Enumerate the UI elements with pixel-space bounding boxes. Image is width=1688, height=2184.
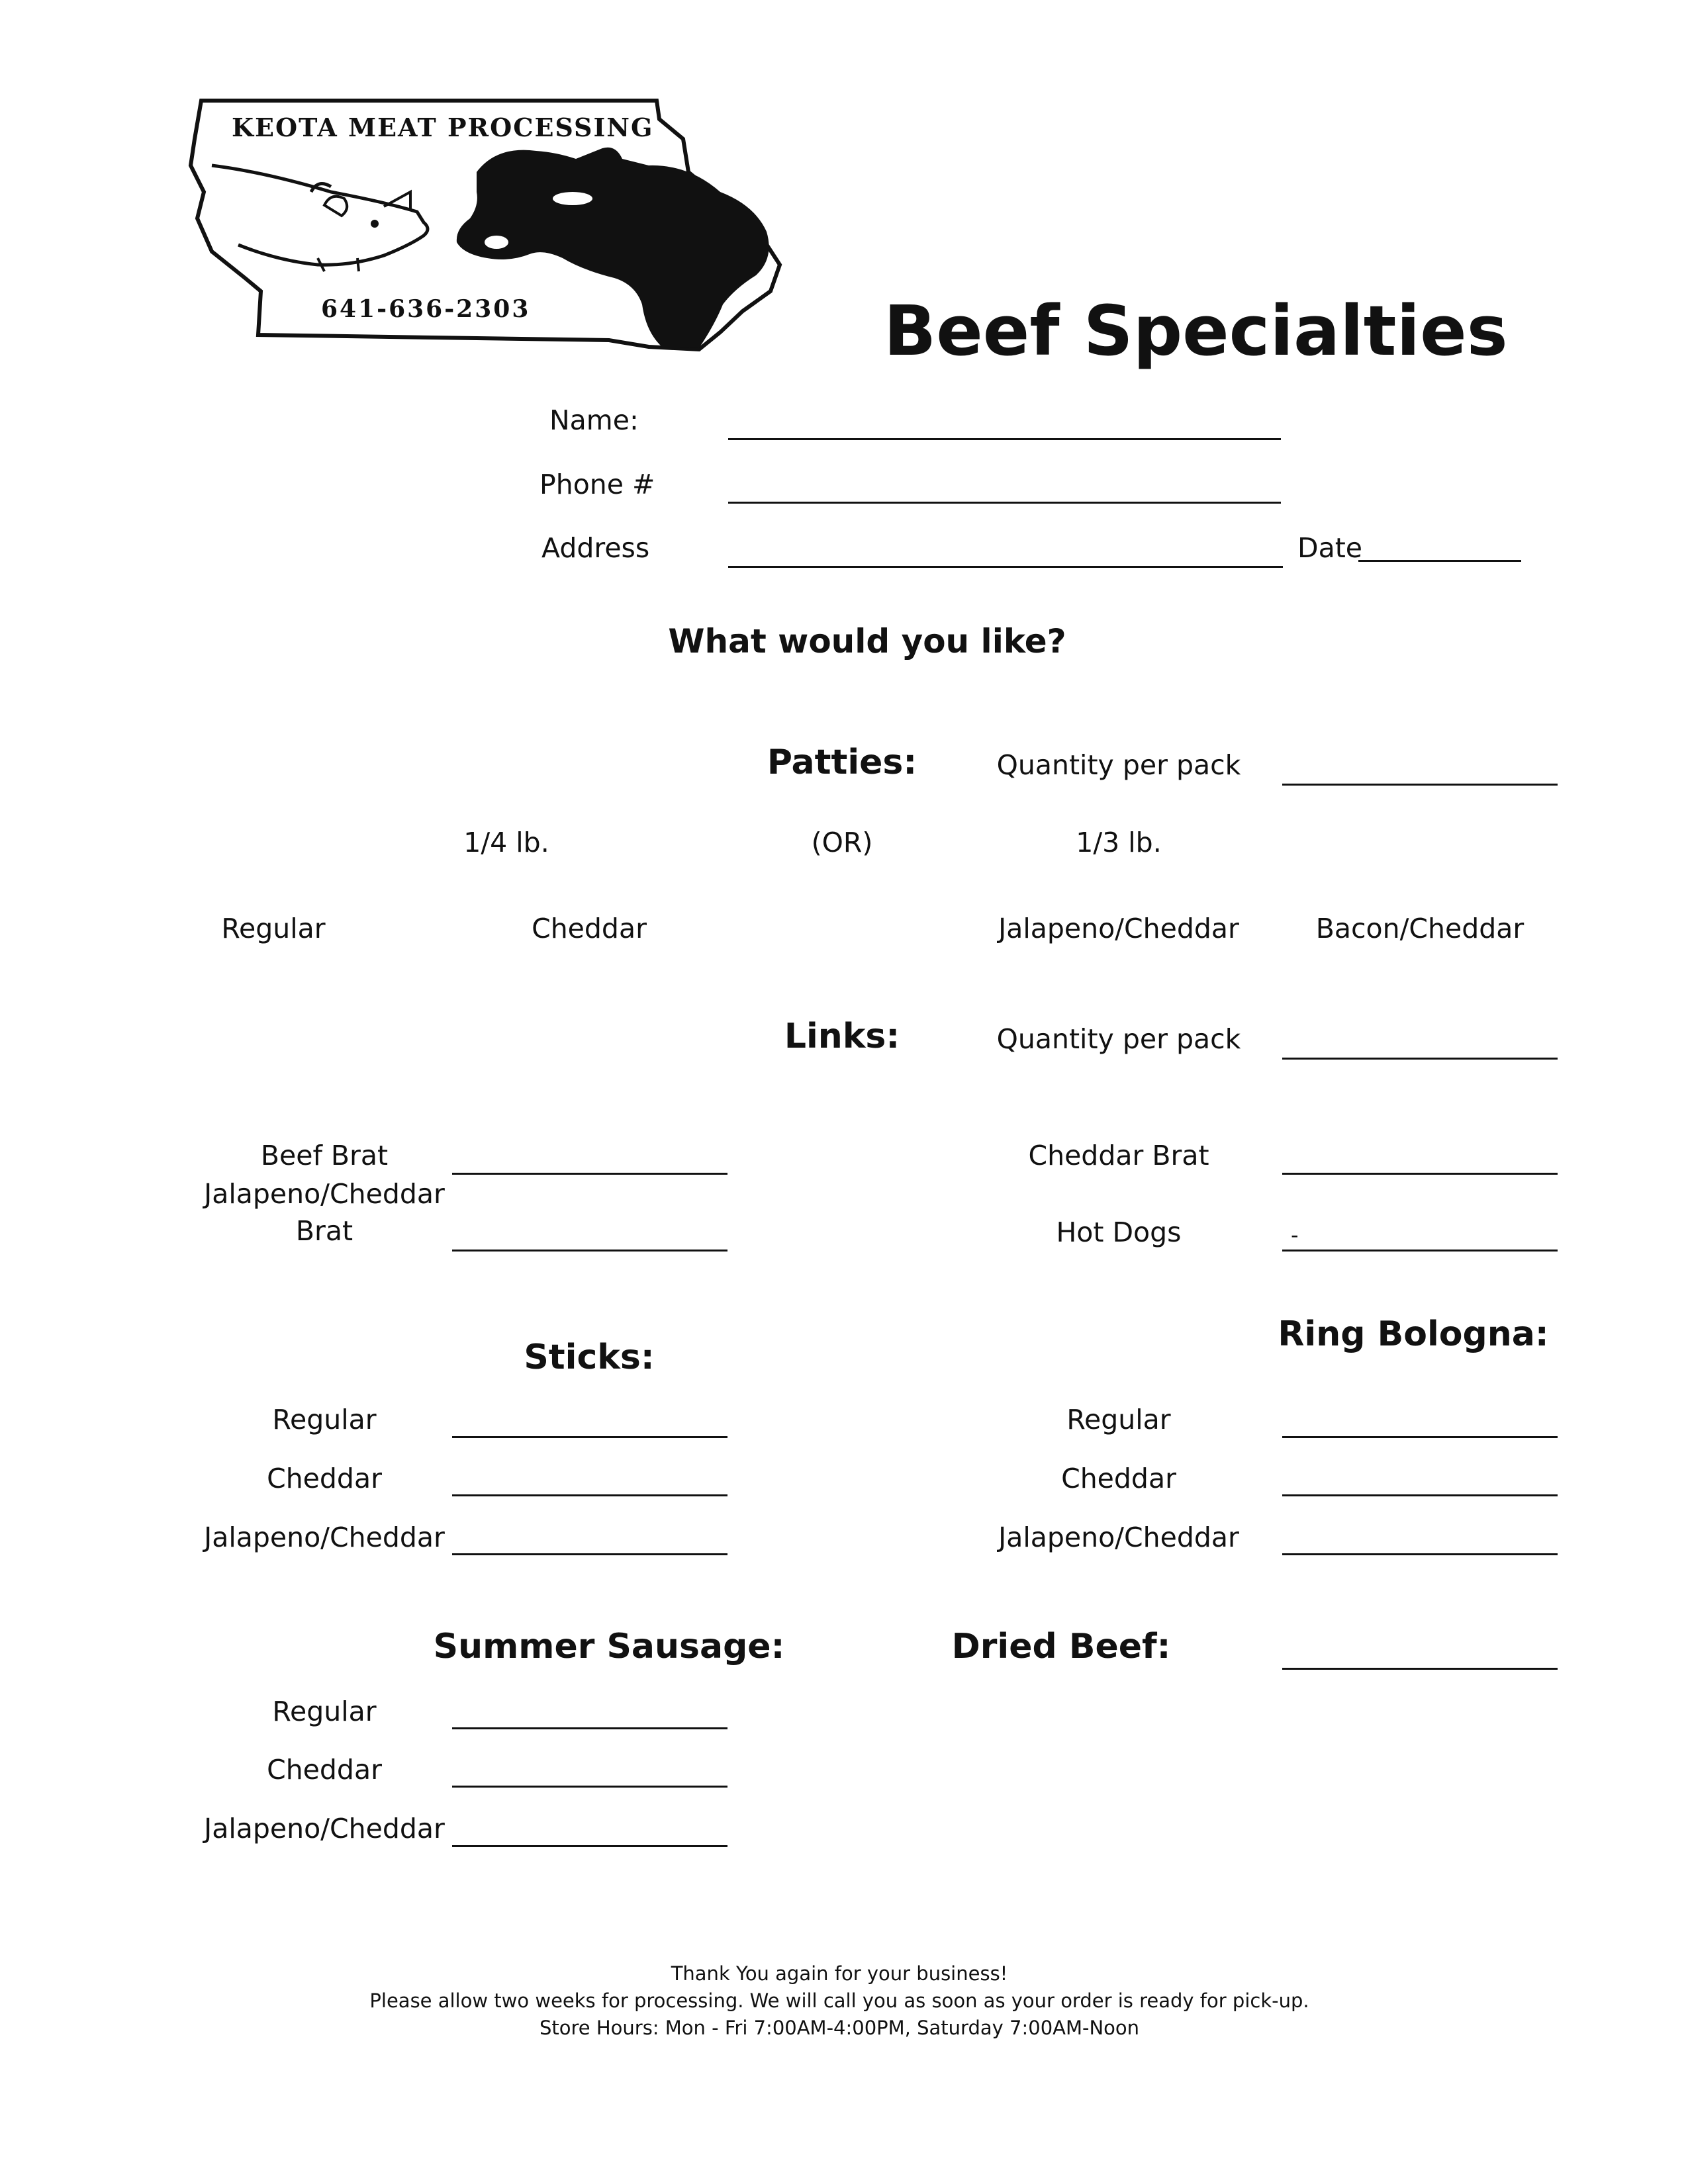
sausage-cheddar-label: Cheddar [267, 1754, 382, 1786]
hot-dogs-field[interactable] [1282, 1250, 1558, 1251]
sausage-jalapeno-field[interactable] [452, 1845, 727, 1847]
bologna-cheddar-label: Cheddar [1061, 1463, 1176, 1494]
sausage-cheddar-field[interactable] [452, 1786, 727, 1788]
bologna-jalapeno-label: Jalapeno/Cheddar [998, 1522, 1239, 1553]
patty-size-quarter[interactable]: 1/4 lb. [463, 827, 549, 858]
sticks-cheddar-label: Cheddar [267, 1463, 382, 1494]
bologna-regular-field[interactable] [1282, 1436, 1558, 1438]
sausage-regular-field[interactable] [452, 1727, 727, 1729]
patty-flavor-jalapeno-cheddar[interactable]: Jalapeno/Cheddar [998, 913, 1239, 944]
sticks-cheddar-field[interactable] [452, 1494, 727, 1496]
footer-thanks: Thank You again for your business! [671, 1962, 1008, 1985]
patty-size-or: (OR) [811, 827, 873, 858]
name-field[interactable] [728, 438, 1281, 440]
jalapeno-brat-label-line2: Brat [295, 1215, 353, 1247]
jalapeno-brat-label-line1: Jalapeno/Cheddar [204, 1178, 445, 1210]
jalapeno-brat-field[interactable] [452, 1250, 727, 1251]
bologna-jalapeno-field[interactable] [1282, 1553, 1558, 1555]
order-prompt: What would you like? [668, 622, 1066, 660]
phone-label: Phone # [539, 469, 655, 500]
hot-dogs-label: Hot Dogs [1056, 1216, 1182, 1248]
ring-bologna-heading: Ring Bologna: [1278, 1314, 1549, 1354]
name-label: Name: [549, 404, 639, 436]
cheddar-brat-label: Cheddar Brat [1028, 1140, 1209, 1171]
phone-field[interactable] [728, 502, 1281, 504]
patty-flavor-bacon-cheddar[interactable]: Bacon/Cheddar [1315, 913, 1524, 944]
sausage-regular-label: Regular [272, 1696, 377, 1727]
cow-eye-icon [553, 192, 592, 205]
sticks-heading: Sticks: [524, 1338, 655, 1377]
patties-heading: Patties: [767, 743, 917, 782]
page-title: Beef Specialties [884, 291, 1508, 371]
beef-brat-label: Beef Brat [260, 1140, 389, 1171]
sticks-jalapeno-label: Jalapeno/Cheddar [204, 1522, 445, 1553]
patties-qty-label: Quantity per pack [996, 749, 1241, 781]
sticks-regular-field[interactable] [452, 1436, 727, 1438]
summer-sausage-heading: Summer Sausage: [433, 1627, 785, 1666]
hot-dogs-mark: - [1291, 1222, 1299, 1248]
patty-flavor-regular[interactable]: Regular [221, 913, 326, 944]
company-logo [185, 93, 808, 357]
cheddar-brat-field[interactable] [1282, 1173, 1558, 1175]
footer-processing-note: Please allow two weeks for processing. We will call you as soon as your order is ready for pick-up. [369, 1989, 1309, 2012]
footer-store-hours: Store Hours: Mon - Fri 7:00AM-4:00PM, Saturday 7:00AM-Noon [539, 2017, 1140, 2039]
patty-size-third[interactable]: 1/3 lb. [1076, 827, 1162, 858]
dried-beef-heading: Dried Beef: [951, 1627, 1171, 1666]
patties-qty-field[interactable] [1282, 784, 1558, 786]
logo-company-name: KEOTA MEAT PROCESSING [232, 113, 654, 142]
patty-flavor-cheddar[interactable]: Cheddar [532, 913, 647, 944]
links-heading: Links: [784, 1017, 900, 1056]
links-qty-label: Quantity per pack [996, 1023, 1241, 1055]
sticks-regular-label: Regular [272, 1404, 377, 1435]
address-label: Address [541, 532, 650, 564]
dried-beef-field[interactable] [1282, 1668, 1558, 1670]
logo-phone: 641-636-2303 [321, 295, 531, 323]
bologna-regular-label: Regular [1066, 1404, 1171, 1435]
links-qty-field[interactable] [1282, 1058, 1558, 1060]
sticks-jalapeno-field[interactable] [452, 1553, 727, 1555]
beef-brat-field[interactable] [452, 1173, 727, 1175]
date-label: Date [1297, 532, 1362, 564]
sausage-jalapeno-label: Jalapeno/Cheddar [204, 1813, 445, 1844]
bologna-cheddar-field[interactable] [1282, 1494, 1558, 1496]
date-field[interactable] [1358, 560, 1521, 562]
address-field[interactable] [728, 566, 1283, 568]
